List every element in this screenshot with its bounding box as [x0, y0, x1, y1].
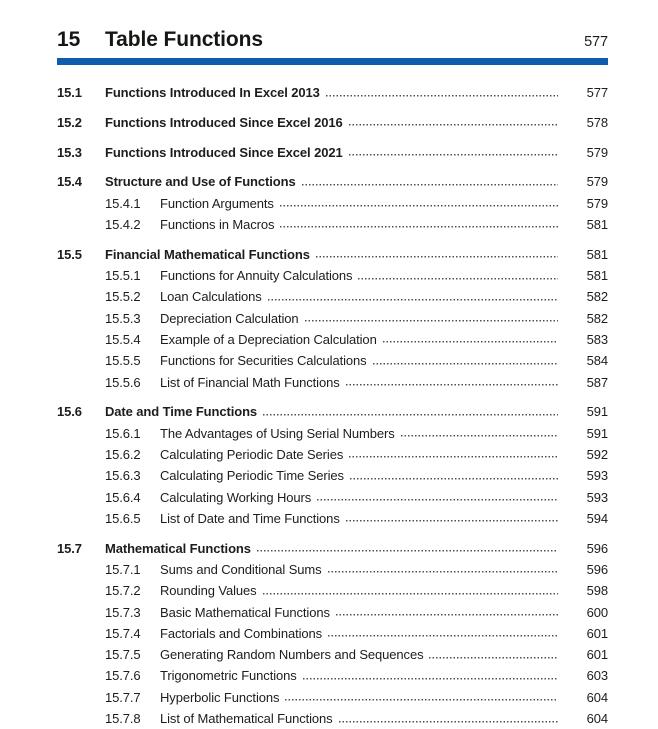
toc-entry-title: Sums and Conditional Sums: [160, 561, 322, 577]
toc-subsection-row: [57, 444, 608, 465]
toc-entry-title: Example of a Depreciation Calculation: [160, 331, 377, 347]
dot-leader: [346, 508, 558, 523]
toc-entry-title: Depreciation Calculation: [160, 310, 299, 326]
toc-entry-page: 601: [586, 625, 608, 641]
toc-subsection-row: [57, 372, 608, 393]
toc-entry-number: 15.5.5: [105, 353, 141, 369]
toc-entry-number: 15.1: [57, 85, 82, 100]
toc-entry-title: Functions Introduced In Excel 2013: [105, 85, 320, 100]
toc-entry-title: Hyperbolic Functions: [160, 689, 280, 705]
toc-entry-title: Functions for Securities Calculations: [160, 353, 367, 369]
dot-leader: [263, 580, 558, 595]
toc-subsection-row: [57, 308, 608, 329]
dot-leader: [328, 623, 558, 638]
toc-subsection-row: [57, 265, 608, 286]
toc-entry-number: 15.7.6: [105, 668, 141, 684]
dot-leader: [317, 487, 558, 502]
toc-entry-title: Mathematical Functions: [105, 540, 251, 556]
toc-entry-title: Generating Random Numbers and Sequences: [160, 647, 424, 663]
toc-entry-page: 579: [586, 195, 608, 211]
toc-section-row: [57, 244, 608, 265]
toc-entry-number: 15.7.3: [105, 604, 141, 620]
toc-entry-page: 591: [586, 425, 608, 441]
dot-leader: [280, 214, 558, 229]
toc-subsection-row: [57, 665, 608, 686]
toc-entry-number: 15.4: [57, 174, 82, 190]
dot-leader: [350, 465, 558, 480]
chapter-number: 15: [57, 28, 81, 51]
toc-entry-number: 15.6.3: [105, 468, 141, 484]
dot-leader: [349, 444, 558, 459]
toc-entry-number: 15.6: [57, 404, 82, 420]
dot-leader: [263, 401, 558, 416]
toc-subsection-row: [57, 286, 608, 307]
toc-entry-page: 596: [586, 561, 608, 577]
toc-entry-title: Rounding Values: [160, 583, 257, 599]
chapter-rule: [57, 58, 608, 65]
toc-entry-title: List of Financial Math Functions: [160, 374, 340, 390]
dot-leader: [336, 602, 558, 617]
toc-entry-number: 15.7.2: [105, 583, 141, 599]
toc-entry-title: Basic Mathematical Functions: [160, 604, 330, 620]
toc-entry-number: 15.6.4: [105, 489, 141, 505]
toc-entry-number: 15.6.5: [105, 510, 141, 526]
toc-entry-title: Loan Calculations: [160, 289, 262, 305]
dot-leader: [373, 350, 558, 365]
toc-subsection-row: [57, 329, 608, 350]
chapter-heading: [57, 28, 608, 52]
toc-entry-page: 591: [586, 404, 608, 420]
toc-entry-number: 15.6.2: [105, 446, 141, 462]
toc-entry-number: 15.5.4: [105, 331, 141, 347]
dot-leader: [339, 708, 558, 723]
dot-leader: [268, 286, 558, 301]
toc-entry-page: 592: [586, 446, 608, 462]
toc-subsection-row: [57, 350, 608, 371]
chapter-page-number: 577: [584, 34, 608, 50]
toc-subsection-row: [57, 465, 608, 486]
toc-entry-title: Trigonometric Functions: [160, 668, 297, 684]
dot-leader: [346, 372, 558, 387]
toc-entry-page: 598: [586, 583, 608, 599]
toc-subsection-row: [57, 687, 608, 708]
toc-entry-page: 596: [586, 540, 608, 556]
toc-entry-number: 15.7.5: [105, 647, 141, 663]
toc-entry-number: 15.7.4: [105, 625, 141, 641]
dot-leader: [328, 559, 558, 574]
toc-entry-title: Structure and Use of Functions: [105, 174, 296, 190]
dot-leader: [305, 308, 558, 323]
toc-entry-number: 15.5: [57, 246, 82, 262]
toc-entry-page: 577: [586, 85, 608, 100]
dot-leader: [358, 265, 558, 280]
toc-entry-title: Calculating Working Hours: [160, 489, 312, 505]
dot-leader: [303, 665, 558, 680]
toc-entry-title: Calculating Periodic Date Series: [160, 446, 344, 462]
toc-entry-page: 587: [586, 374, 608, 390]
chapter-title: Table Functions: [105, 28, 263, 51]
toc-subsection-row: [57, 559, 608, 580]
dot-leader: [349, 142, 558, 157]
toc-section-row: [57, 82, 608, 103]
toc-entry-page: 581: [586, 268, 608, 284]
table-of-contents: [57, 82, 608, 729]
toc-subsection-row: [57, 193, 608, 214]
toc-entry-page: 593: [586, 468, 608, 484]
toc-entry-page: 581: [586, 216, 608, 232]
toc-entry-number: 15.7.7: [105, 689, 141, 705]
dot-leader: [280, 193, 558, 208]
dot-leader: [316, 244, 558, 259]
toc-entry-page: 582: [586, 289, 608, 305]
toc-subsection-row: [57, 580, 608, 601]
toc-entry-page: 601: [586, 647, 608, 663]
toc-entry-page: 593: [586, 489, 608, 505]
toc-subsection-row: [57, 602, 608, 623]
toc-entry-page: 584: [586, 353, 608, 369]
toc-entry-number: 15.7.8: [105, 711, 141, 727]
toc-entry-title: Calculating Periodic Time Series: [160, 468, 344, 484]
toc-subsection-row: [57, 708, 608, 729]
toc-entry-title: Date and Time Functions: [105, 404, 258, 420]
toc-entry-title: Functions Introduced Since Excel 2021: [105, 144, 343, 160]
toc-entry-page: 579: [586, 144, 608, 160]
toc-entry-title: Financial Mathematical Functions: [105, 246, 310, 262]
toc-entry-page: 604: [586, 689, 608, 705]
dot-leader: [302, 171, 558, 186]
toc-entry-number: 15.6.1: [105, 425, 141, 441]
toc-section-row: [57, 142, 608, 163]
toc-section-row: [57, 401, 608, 422]
toc-entry-number: 15.3: [57, 144, 82, 160]
toc-entry-title: Functions for Annuity Calculations: [160, 268, 353, 284]
toc-entry-page: 604: [586, 711, 608, 727]
dot-leader: [326, 82, 558, 97]
dot-leader: [429, 644, 558, 659]
toc-subsection-row: [57, 214, 608, 235]
toc-entry-number: 15.4.2: [105, 216, 141, 232]
toc-entry-number: 15.4.1: [105, 195, 141, 211]
toc-entry-page: 600: [586, 604, 608, 620]
toc-entry-page: 583: [586, 331, 608, 347]
toc-entry-page: 578: [586, 114, 608, 130]
toc-entry-page: 582: [586, 310, 608, 326]
toc-subsection-row: [57, 623, 608, 644]
toc-entry-title: List of Mathematical Functions: [160, 711, 333, 727]
toc-entry-number: 15.5.2: [105, 289, 141, 305]
toc-subsection-row: [57, 508, 608, 529]
toc-entry-page: 603: [586, 668, 608, 684]
toc-entry-number: 15.5.6: [105, 374, 141, 390]
toc-entry-title: List of Date and Time Functions: [160, 510, 340, 526]
dot-leader: [257, 538, 558, 553]
toc-entry-number: 15.2: [57, 114, 82, 130]
dot-leader: [401, 423, 558, 438]
toc-entry-number: 15.7.1: [105, 561, 141, 577]
toc-subsection-row: [57, 644, 608, 665]
toc-subsection-row: [57, 423, 608, 444]
dot-leader: [383, 329, 558, 344]
toc-section-row: [57, 112, 608, 133]
toc-entry-number: 15.7: [57, 540, 82, 556]
toc-section-row: [57, 538, 608, 559]
toc-entry-page: 594: [586, 510, 608, 526]
dot-leader: [349, 112, 558, 127]
toc-entry-page: 581: [586, 246, 608, 262]
toc-entry-title: Functions in Macros: [160, 216, 275, 232]
toc-subsection-row: [57, 487, 608, 508]
toc-entry-number: 15.5.1: [105, 268, 141, 284]
toc-entry-title: Function Arguments: [160, 195, 274, 211]
toc-entry-page: 579: [586, 174, 608, 190]
toc-entry-title: The Advantages of Using Serial Numbers: [160, 425, 395, 441]
dot-leader: [285, 687, 558, 702]
toc-entry-title: Functions Introduced Since Excel 2016: [105, 114, 343, 130]
toc-entry-title: Factorials and Combinations: [160, 625, 323, 641]
toc-section-row: [57, 171, 608, 192]
toc-entry-number: 15.5.3: [105, 310, 141, 326]
